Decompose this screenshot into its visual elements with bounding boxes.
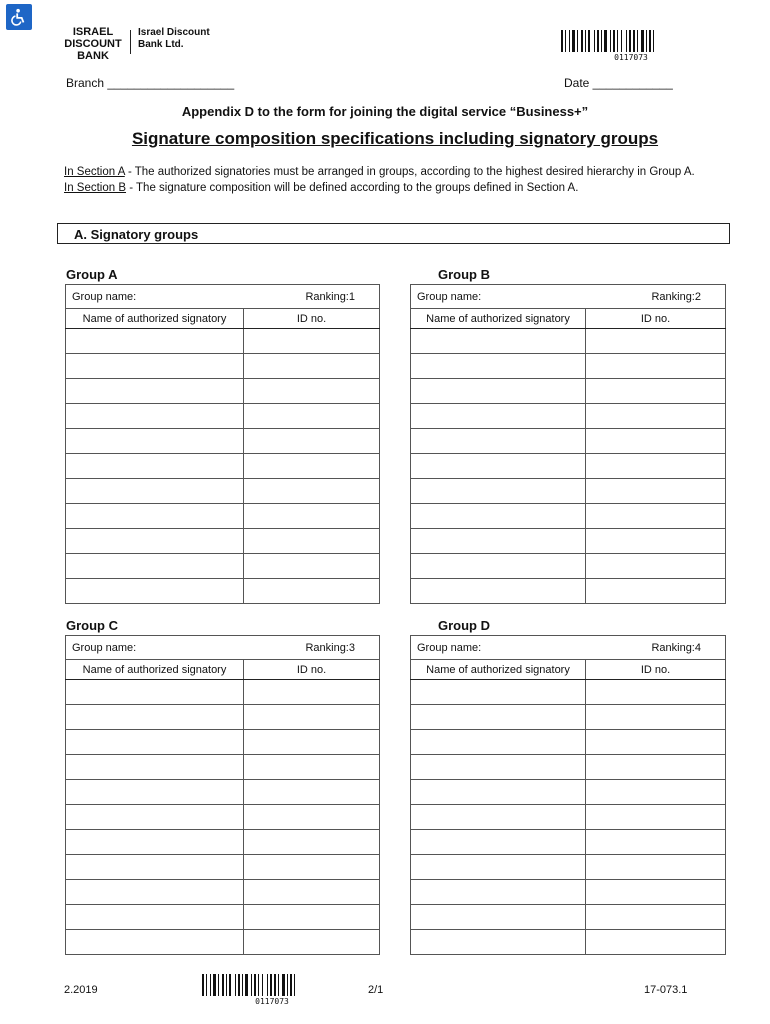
id-no-cell[interactable] <box>586 429 726 454</box>
id-no-cell[interactable] <box>244 780 380 805</box>
date-field[interactable]: Date ____________ <box>564 76 673 90</box>
signatory-name-cell[interactable] <box>411 454 586 479</box>
signatory-name-cell[interactable] <box>66 805 244 830</box>
signatory-row <box>411 805 726 830</box>
id-no-cell[interactable] <box>244 755 380 780</box>
section-a-ref: In Section A <box>64 166 125 178</box>
id-no-cell[interactable] <box>586 680 726 705</box>
id-no-cell[interactable] <box>244 805 380 830</box>
signatory-name-cell[interactable] <box>411 930 586 955</box>
signatory-name-cell[interactable] <box>411 479 586 504</box>
signatory-name-cell[interactable] <box>411 680 586 705</box>
group-b-label: Group B <box>438 267 490 282</box>
svg-text:ISRAEL: ISRAEL <box>72 26 114 38</box>
group-a-label: Group A <box>66 267 118 282</box>
id-no-cell[interactable] <box>244 479 380 504</box>
signatory-row <box>411 354 726 379</box>
instructions <box>64 164 724 196</box>
signatory-row <box>66 479 380 504</box>
group-c-label: Group C <box>66 618 118 633</box>
col-signatory-name: Name of authorized signatory <box>66 309 244 329</box>
signatory-name-cell[interactable] <box>411 905 586 930</box>
signatory-row <box>66 379 380 404</box>
id-no-cell[interactable] <box>586 805 726 830</box>
col-signatory-name: Name of authorized signatory <box>411 309 586 329</box>
signatory-name-cell[interactable] <box>411 404 586 429</box>
group-d-table <box>410 635 726 955</box>
id-no-cell[interactable] <box>586 354 726 379</box>
group-a-table <box>65 284 380 604</box>
signatory-row <box>411 404 726 429</box>
branch-field[interactable]: Branch ___________________ <box>66 76 235 90</box>
signatory-row <box>66 780 380 805</box>
signatory-name-cell[interactable] <box>411 755 586 780</box>
signatory-name-cell[interactable] <box>411 880 586 905</box>
signatory-name-cell[interactable] <box>66 705 244 730</box>
page-number: 2/1 <box>368 984 384 996</box>
svg-text:BANK: BANK <box>77 50 109 62</box>
id-no-cell[interactable] <box>586 930 726 955</box>
signatory-name-cell[interactable] <box>411 529 586 554</box>
signatory-row <box>411 855 726 880</box>
signatory-name-cell[interactable] <box>411 705 586 730</box>
signatory-name-cell[interactable] <box>411 504 586 529</box>
id-no-cell[interactable] <box>586 504 726 529</box>
group-b-table <box>410 284 726 604</box>
appendix-title: Appendix D to the form for joining the digital service “Business+” <box>181 104 589 119</box>
id-no-cell[interactable] <box>244 329 380 354</box>
signatory-row <box>66 905 380 930</box>
bank-logo <box>62 24 124 64</box>
signatory-row <box>411 454 726 479</box>
col-id-no: ID no. <box>586 660 726 680</box>
signatory-row <box>411 880 726 905</box>
id-no-cell[interactable] <box>244 880 380 905</box>
group-name-row[interactable]: Group name: Ranking:2 <box>411 285 726 309</box>
id-no-cell[interactable] <box>244 855 380 880</box>
id-no-cell[interactable] <box>586 554 726 579</box>
id-no-cell[interactable] <box>244 454 380 479</box>
signatory-name-cell[interactable] <box>411 830 586 855</box>
signatory-name-cell[interactable] <box>66 905 244 930</box>
signatory-name-cell[interactable] <box>411 554 586 579</box>
signatory-name-cell[interactable] <box>66 329 244 354</box>
signatory-name-cell[interactable] <box>66 855 244 880</box>
signatory-name-cell[interactable] <box>66 680 244 705</box>
section-b-ref: In Section B <box>64 182 127 194</box>
signatory-row <box>66 855 380 880</box>
signatory-row <box>411 705 726 730</box>
group-name-row[interactable]: Group name: Ranking:4 <box>411 636 726 660</box>
group-name-row[interactable]: Group name: Ranking:3 <box>66 636 380 660</box>
id-no-cell[interactable] <box>244 529 380 554</box>
signatory-row <box>411 680 726 705</box>
signatory-row <box>66 705 380 730</box>
id-no-cell[interactable] <box>586 855 726 880</box>
id-no-cell[interactable] <box>244 680 380 705</box>
id-no-cell[interactable] <box>586 880 726 905</box>
signatory-row <box>411 429 726 454</box>
signatory-row <box>66 404 380 429</box>
section-a-heading: A. Signatory groups <box>57 223 730 244</box>
signatory-row <box>66 529 380 554</box>
signatory-row <box>66 830 380 855</box>
signatory-name-cell[interactable] <box>66 354 244 379</box>
logo-divider <box>130 30 131 54</box>
id-no-cell[interactable] <box>586 404 726 429</box>
signatory-name-cell[interactable] <box>411 379 586 404</box>
signatory-name-cell[interactable] <box>411 855 586 880</box>
signatory-row <box>66 805 380 830</box>
signatory-name-cell[interactable] <box>66 379 244 404</box>
col-id-no: ID no. <box>244 309 380 329</box>
signatory-name-cell[interactable] <box>411 429 586 454</box>
id-no-cell[interactable] <box>244 905 380 930</box>
signatory-name-cell[interactable] <box>66 579 244 604</box>
signatory-row <box>66 880 380 905</box>
id-no-cell[interactable] <box>244 579 380 604</box>
id-no-cell[interactable] <box>586 329 726 354</box>
signatory-name-cell[interactable] <box>66 504 244 529</box>
signatory-name-cell[interactable] <box>66 529 244 554</box>
signatory-row <box>411 905 726 930</box>
signatory-row <box>66 354 380 379</box>
group-d-label: Group D <box>438 618 490 633</box>
signatory-row <box>66 755 380 780</box>
signatory-row <box>66 579 380 604</box>
section-a-text: - The authorized signatories must be arranged in groups, according to the highest desired hierarchy in Group A. <box>124 166 695 178</box>
form-number: 17-073.1 <box>644 984 688 996</box>
id-no-cell[interactable] <box>586 905 726 930</box>
id-no-cell[interactable] <box>244 404 380 429</box>
id-no-cell[interactable] <box>586 579 726 604</box>
id-no-cell[interactable] <box>244 730 380 755</box>
signatory-name-cell[interactable] <box>66 755 244 780</box>
col-id-no: ID no. <box>244 660 380 680</box>
signatory-row <box>411 379 726 404</box>
signatory-name-cell[interactable] <box>66 830 244 855</box>
group-c-table <box>65 635 380 955</box>
signatory-name-cell[interactable] <box>411 354 586 379</box>
signatory-name-cell[interactable] <box>66 404 244 429</box>
page-title: Signature composition specifications including signatory groups <box>131 129 659 148</box>
barcode-number-bottom: 0117073 <box>255 997 289 1006</box>
wheelchair-icon <box>10 8 28 26</box>
signatory-name-cell[interactable] <box>411 805 586 830</box>
svg-text:DISCOUNT: DISCOUNT <box>64 38 122 50</box>
id-no-cell[interactable] <box>244 705 380 730</box>
id-no-cell[interactable] <box>586 830 726 855</box>
id-no-cell[interactable] <box>586 454 726 479</box>
section-b-text: - The signature composition will be defined according to the groups defined in Section A. <box>126 182 579 194</box>
signatory-row <box>411 755 726 780</box>
id-no-cell[interactable] <box>586 755 726 780</box>
signatory-name-cell[interactable] <box>66 880 244 905</box>
col-signatory-name: Name of authorized signatory <box>411 660 586 680</box>
col-id-no: ID no. <box>586 309 726 329</box>
col-signatory-name: Name of authorized signatory <box>66 660 244 680</box>
accessibility-button[interactable] <box>6 4 32 30</box>
signatory-row <box>411 504 726 529</box>
signatory-row <box>66 680 380 705</box>
id-no-cell[interactable] <box>244 429 380 454</box>
id-no-cell[interactable] <box>244 504 380 529</box>
signatory-name-cell[interactable] <box>66 930 244 955</box>
signatory-row <box>411 730 726 755</box>
signatory-name-cell[interactable] <box>411 329 586 354</box>
id-no-cell[interactable] <box>586 730 726 755</box>
signatory-name-cell[interactable] <box>66 730 244 755</box>
signatory-row <box>66 930 380 955</box>
id-no-cell[interactable] <box>244 554 380 579</box>
signatory-name-cell[interactable] <box>66 554 244 579</box>
barcode-number-top: 0117073 <box>614 53 648 62</box>
signatory-row <box>411 930 726 955</box>
signatory-row <box>411 554 726 579</box>
signatory-row <box>411 479 726 504</box>
signatory-name-cell[interactable] <box>66 479 244 504</box>
signatory-row <box>66 554 380 579</box>
signatory-row <box>66 454 380 479</box>
signatory-row <box>411 780 726 805</box>
id-no-cell[interactable] <box>244 379 380 404</box>
footer-date: 2.2019 <box>64 984 98 996</box>
signatory-name-cell[interactable] <box>66 454 244 479</box>
group-name-row[interactable]: Group name: Ranking:1 <box>66 285 380 309</box>
signatory-row <box>411 830 726 855</box>
bank-name: Israel Discount Bank Ltd. <box>138 27 210 50</box>
signatory-name-cell[interactable] <box>66 780 244 805</box>
signatory-name-cell[interactable] <box>411 780 586 805</box>
signatory-name-cell[interactable] <box>411 579 586 604</box>
signatory-row <box>66 329 380 354</box>
id-no-cell[interactable] <box>244 930 380 955</box>
id-no-cell[interactable] <box>586 529 726 554</box>
signatory-row <box>411 579 726 604</box>
signatory-row <box>66 429 380 454</box>
signatory-row <box>411 529 726 554</box>
signatory-name-cell[interactable] <box>66 429 244 454</box>
signatory-row <box>66 504 380 529</box>
id-no-cell[interactable] <box>586 379 726 404</box>
signatory-row <box>411 329 726 354</box>
signatory-name-cell[interactable] <box>411 730 586 755</box>
id-no-cell[interactable] <box>586 780 726 805</box>
id-no-cell[interactable] <box>586 479 726 504</box>
signatory-row <box>66 730 380 755</box>
id-no-cell[interactable] <box>244 830 380 855</box>
id-no-cell[interactable] <box>586 705 726 730</box>
id-no-cell[interactable] <box>244 354 380 379</box>
